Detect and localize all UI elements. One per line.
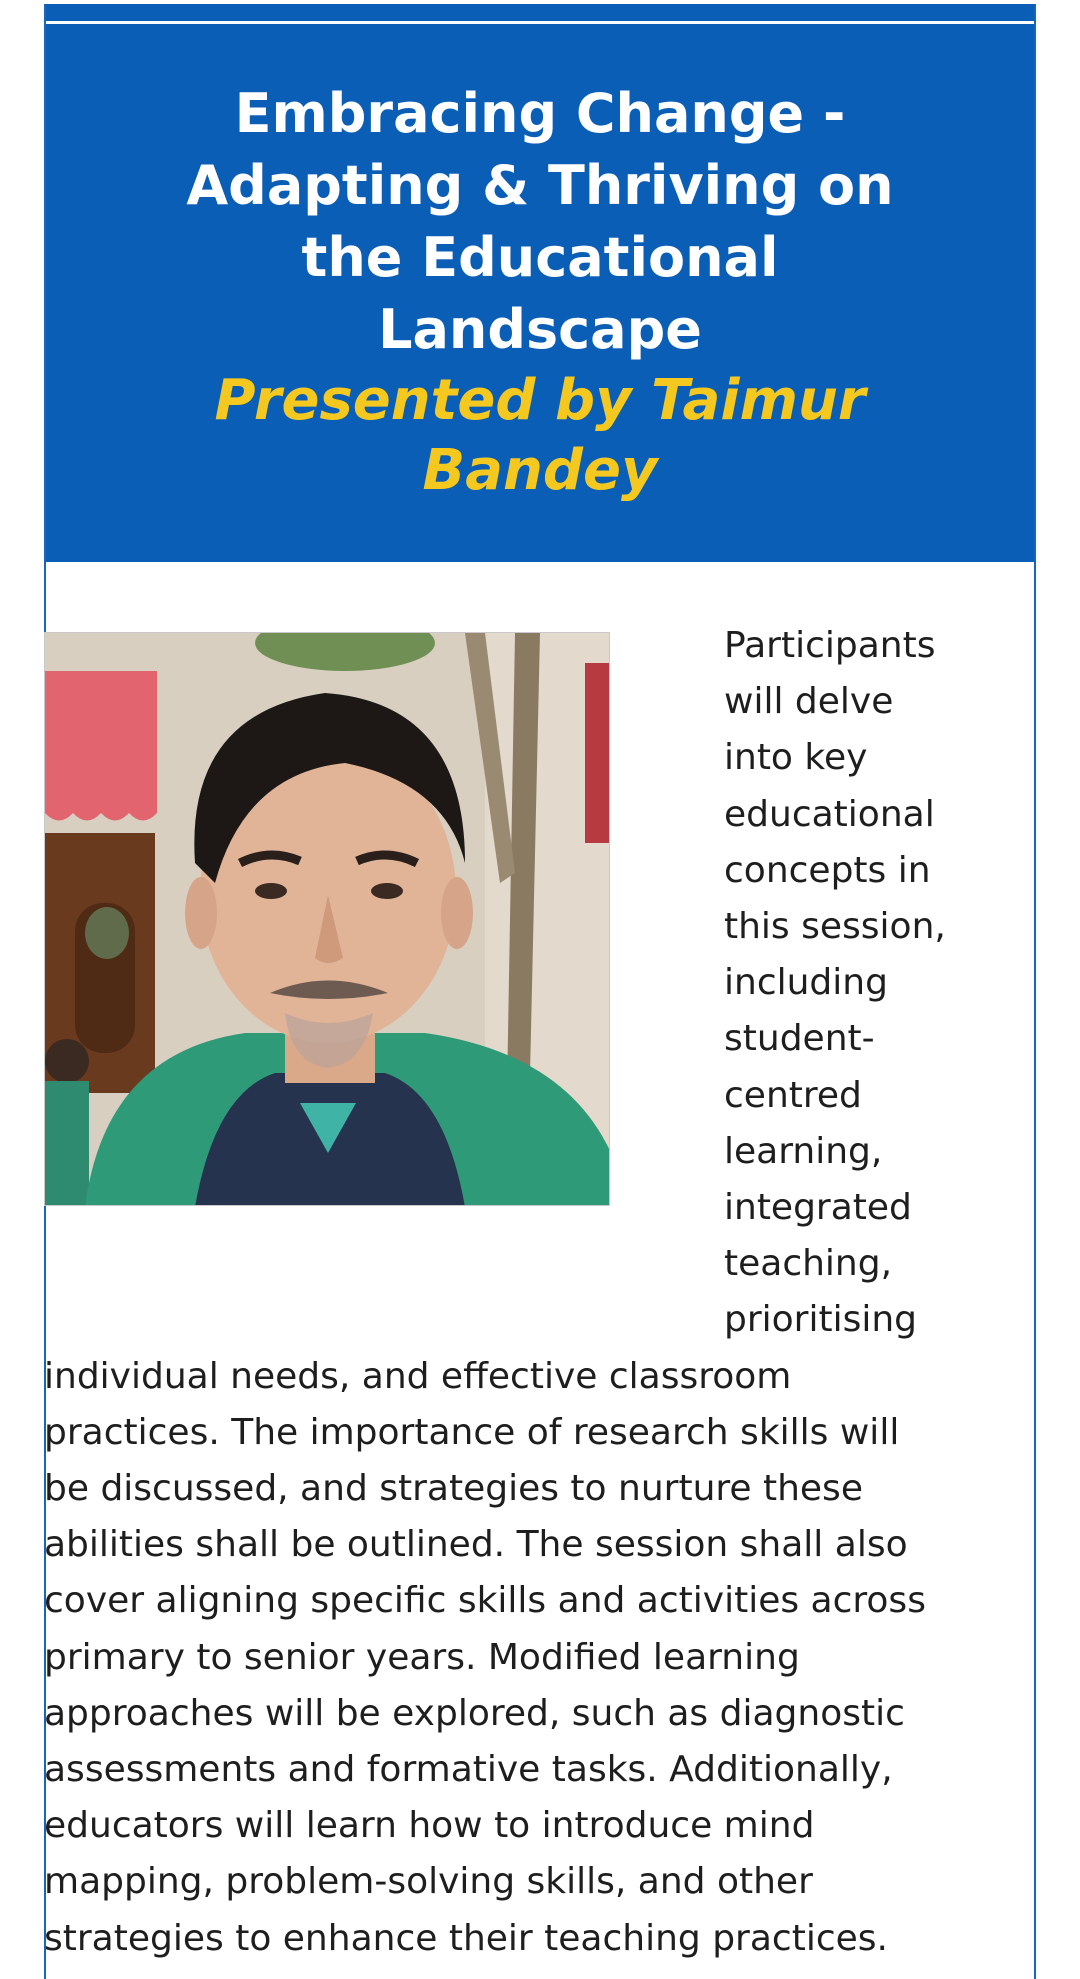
session-title	[44, 78, 1036, 366]
description-line: mapping, problem-solving skills, and other	[44, 1861, 813, 1903]
description-line: integrated	[724, 1187, 912, 1229]
description-line: educational	[724, 793, 935, 835]
description-line: approaches will be explored, such as diagnostic	[44, 1692, 905, 1734]
description-line: learning,	[724, 1130, 883, 1172]
description-line: primary to senior years. Modified learning	[44, 1636, 800, 1678]
description-line: this session,	[724, 906, 946, 948]
presenter-line: Bandey	[422, 438, 658, 503]
session-title-line: the Educational	[301, 226, 779, 289]
description-line: student-	[724, 1018, 875, 1060]
session-title-line: Landscape	[378, 298, 702, 361]
description-line: strategies to enhance their teaching practices.	[44, 1917, 888, 1959]
description-line: will delve	[724, 681, 894, 723]
description-line: be discussed, and strategies to nurture these	[44, 1468, 863, 1510]
description-line: concepts in	[724, 849, 931, 891]
description-line: into key	[724, 737, 868, 779]
presenter-line: Presented by Taimur	[214, 368, 866, 433]
description-line: including	[724, 962, 888, 1004]
description-line: individual needs, and effective classroom	[44, 1355, 792, 1397]
description-line: practices. The importance of research skills will	[44, 1411, 900, 1453]
description-line: centred	[724, 1074, 862, 1116]
session-header	[44, 4, 1036, 562]
description-line: abilities shall be outlined. The session shall also	[44, 1524, 908, 1566]
description-line: Participants	[724, 625, 936, 666]
description-line: prioritising	[724, 1299, 918, 1341]
presenter-name	[44, 366, 1036, 506]
description-line: assessments and formative tasks. Additionally,	[44, 1749, 893, 1791]
session-title-line: Embracing Change -	[234, 82, 846, 145]
session-title-line: Adapting & Thriving on	[186, 154, 894, 217]
description-line: educators will learn how to introduce mind	[44, 1805, 815, 1847]
description-line: teaching,	[724, 1243, 893, 1285]
description-line: cover aligning specific skills and activities across	[44, 1580, 926, 1622]
session-description	[44, 618, 950, 1967]
header-divider	[44, 21, 1036, 24]
